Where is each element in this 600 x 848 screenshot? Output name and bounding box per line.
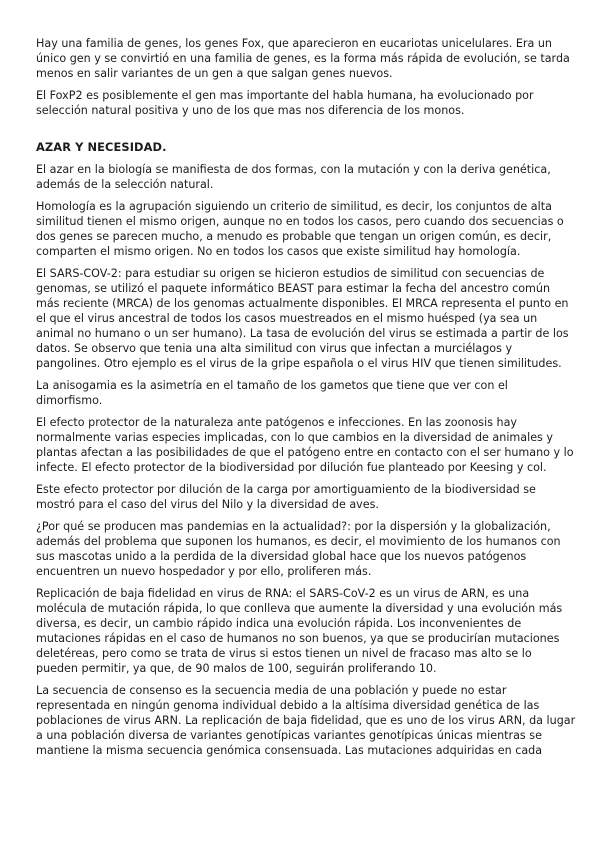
- paragraph-fox-genes: Hay una familia de genes, los genes Fox, que aparecieron en eucariotas unicelulares. Era un único gen y se convirtió en una familia de genes, es la forma más rápida de evolución, se tarda menos en salir variantes de un gen a que salgan genes nuevos.: [36, 37, 570, 80]
- paragraph-pandemias: ¿Por qué se producen mas pandemias en la actualidad?: por la dispersión y la globalización, además del problema que suponen los humanos, es decir, el movimiento de los humanos con sus mascotas unido a la perdida de la diversidad global hace que los nuevos patógenos encuentren un nuevo hospedador y por ello, proliferen más.: [36, 520, 561, 578]
- paragraph-foxp2: El FoxP2 es posiblemente el gen mas importante del habla humana, ha evolucionado por selección natural positiva y uno de los que mas nos diferencia de los monos.: [36, 89, 534, 117]
- paragraph-sars-cov-2: El SARS-COV-2: para estudiar su origen se hicieron estudios de similitud con secuencias de genomas, se utilizó el paquete informático BEAST para estimar la fecha del ancestro común más reciente (MRCA) de los genomas actualmente disponibles. El MRCA representa el punto en el que el virus ancestral de todos los casos muestreados en el mismo huésped (ya sea un animal no humano o un ser humano). La tasa de evolución del virus se estimada a partir de los datos. Se observo que tenia una alta similitud con virus que infectan a murciélagos y pangolines. Otro ejemplo es el virus de la gripe española o el virus HIV que tienen similitudes.: [36, 267, 569, 370]
- paragraph-homologia: Homología es la agrupación siguiendo un criterio de similitud, es decir, los conjuntos de alta similitud tienen el mismo origen, aunque no en todos los casos, pero cuando dos secuencias o dos genes se parecen mucho, a menudo es probable que tengan un origen común, es decir, comparten el mismo origen. No en todos los casos que existe similitud hay homología.: [36, 200, 564, 258]
- paragraph-azar: El azar en la biología se manifiesta de dos formas, con la mutación y con la deriva genética, además de la selección natural.: [36, 163, 551, 191]
- paragraph-efecto-protector: El efecto protector de la naturaleza ante patógenos e infecciones. En las zoonosis hay normalmente varias especies implicadas, con lo que cambios en la diversidad de animales y plantas afectan a las posibilidades de que el patógeno entre en contacto con el ser humano y lo infecte. El efecto protector de la biodiversidad por dilución fue planteado por Keesing y col.: [36, 416, 574, 474]
- section-heading: AZAR Y NECESIDAD.: [36, 140, 167, 154]
- paragraph-dilucion: Este efecto protector por dilución de la carga por amortiguamiento de la biodiversidad se mostró para el caso del virus del Nilo y la diversidad de aves.: [36, 483, 536, 511]
- paragraph-consenso: La secuencia de consenso es la secuencia media de una población y puede no estar representada en ningún genoma individual debido a la altísima diversidad genética de las poblaciones de virus ARN. La replicación de baja fidelidad, que es uno de los virus ARN, da lugar a una población diversa de variantes genotípicas variantes genotípicas únicas mientras se mantiene la misma secuencia genómica consensuada. Las mutaciones adquiridas en cada: [36, 684, 576, 757]
- paragraph-anisogamia: La anisogamia es la asimetría en el tamaño de los gametos que tiene que ver con el dimorfismo.: [36, 379, 508, 407]
- paragraph-replicacion: Replicación de baja fidelidad en virus de RNA: el SARS-CoV-2 es un virus de ARN, es una molécula de mutación rápida, lo que conlleva que aumente la diversidad y una evolución más diversa, es decir, un cambio rápido indica una evolución rápida. Los inconvenientes de mutaciones rápidas en el caso de humanos no son buenos, ya que se producirían mutaciones deletéreas, pero como se trata de virus si estos tienen un nivel de fracaso mas alto se lo pueden permitir, ya que, de 90 malos de 100, seguirán proliferando 10.: [36, 587, 563, 675]
